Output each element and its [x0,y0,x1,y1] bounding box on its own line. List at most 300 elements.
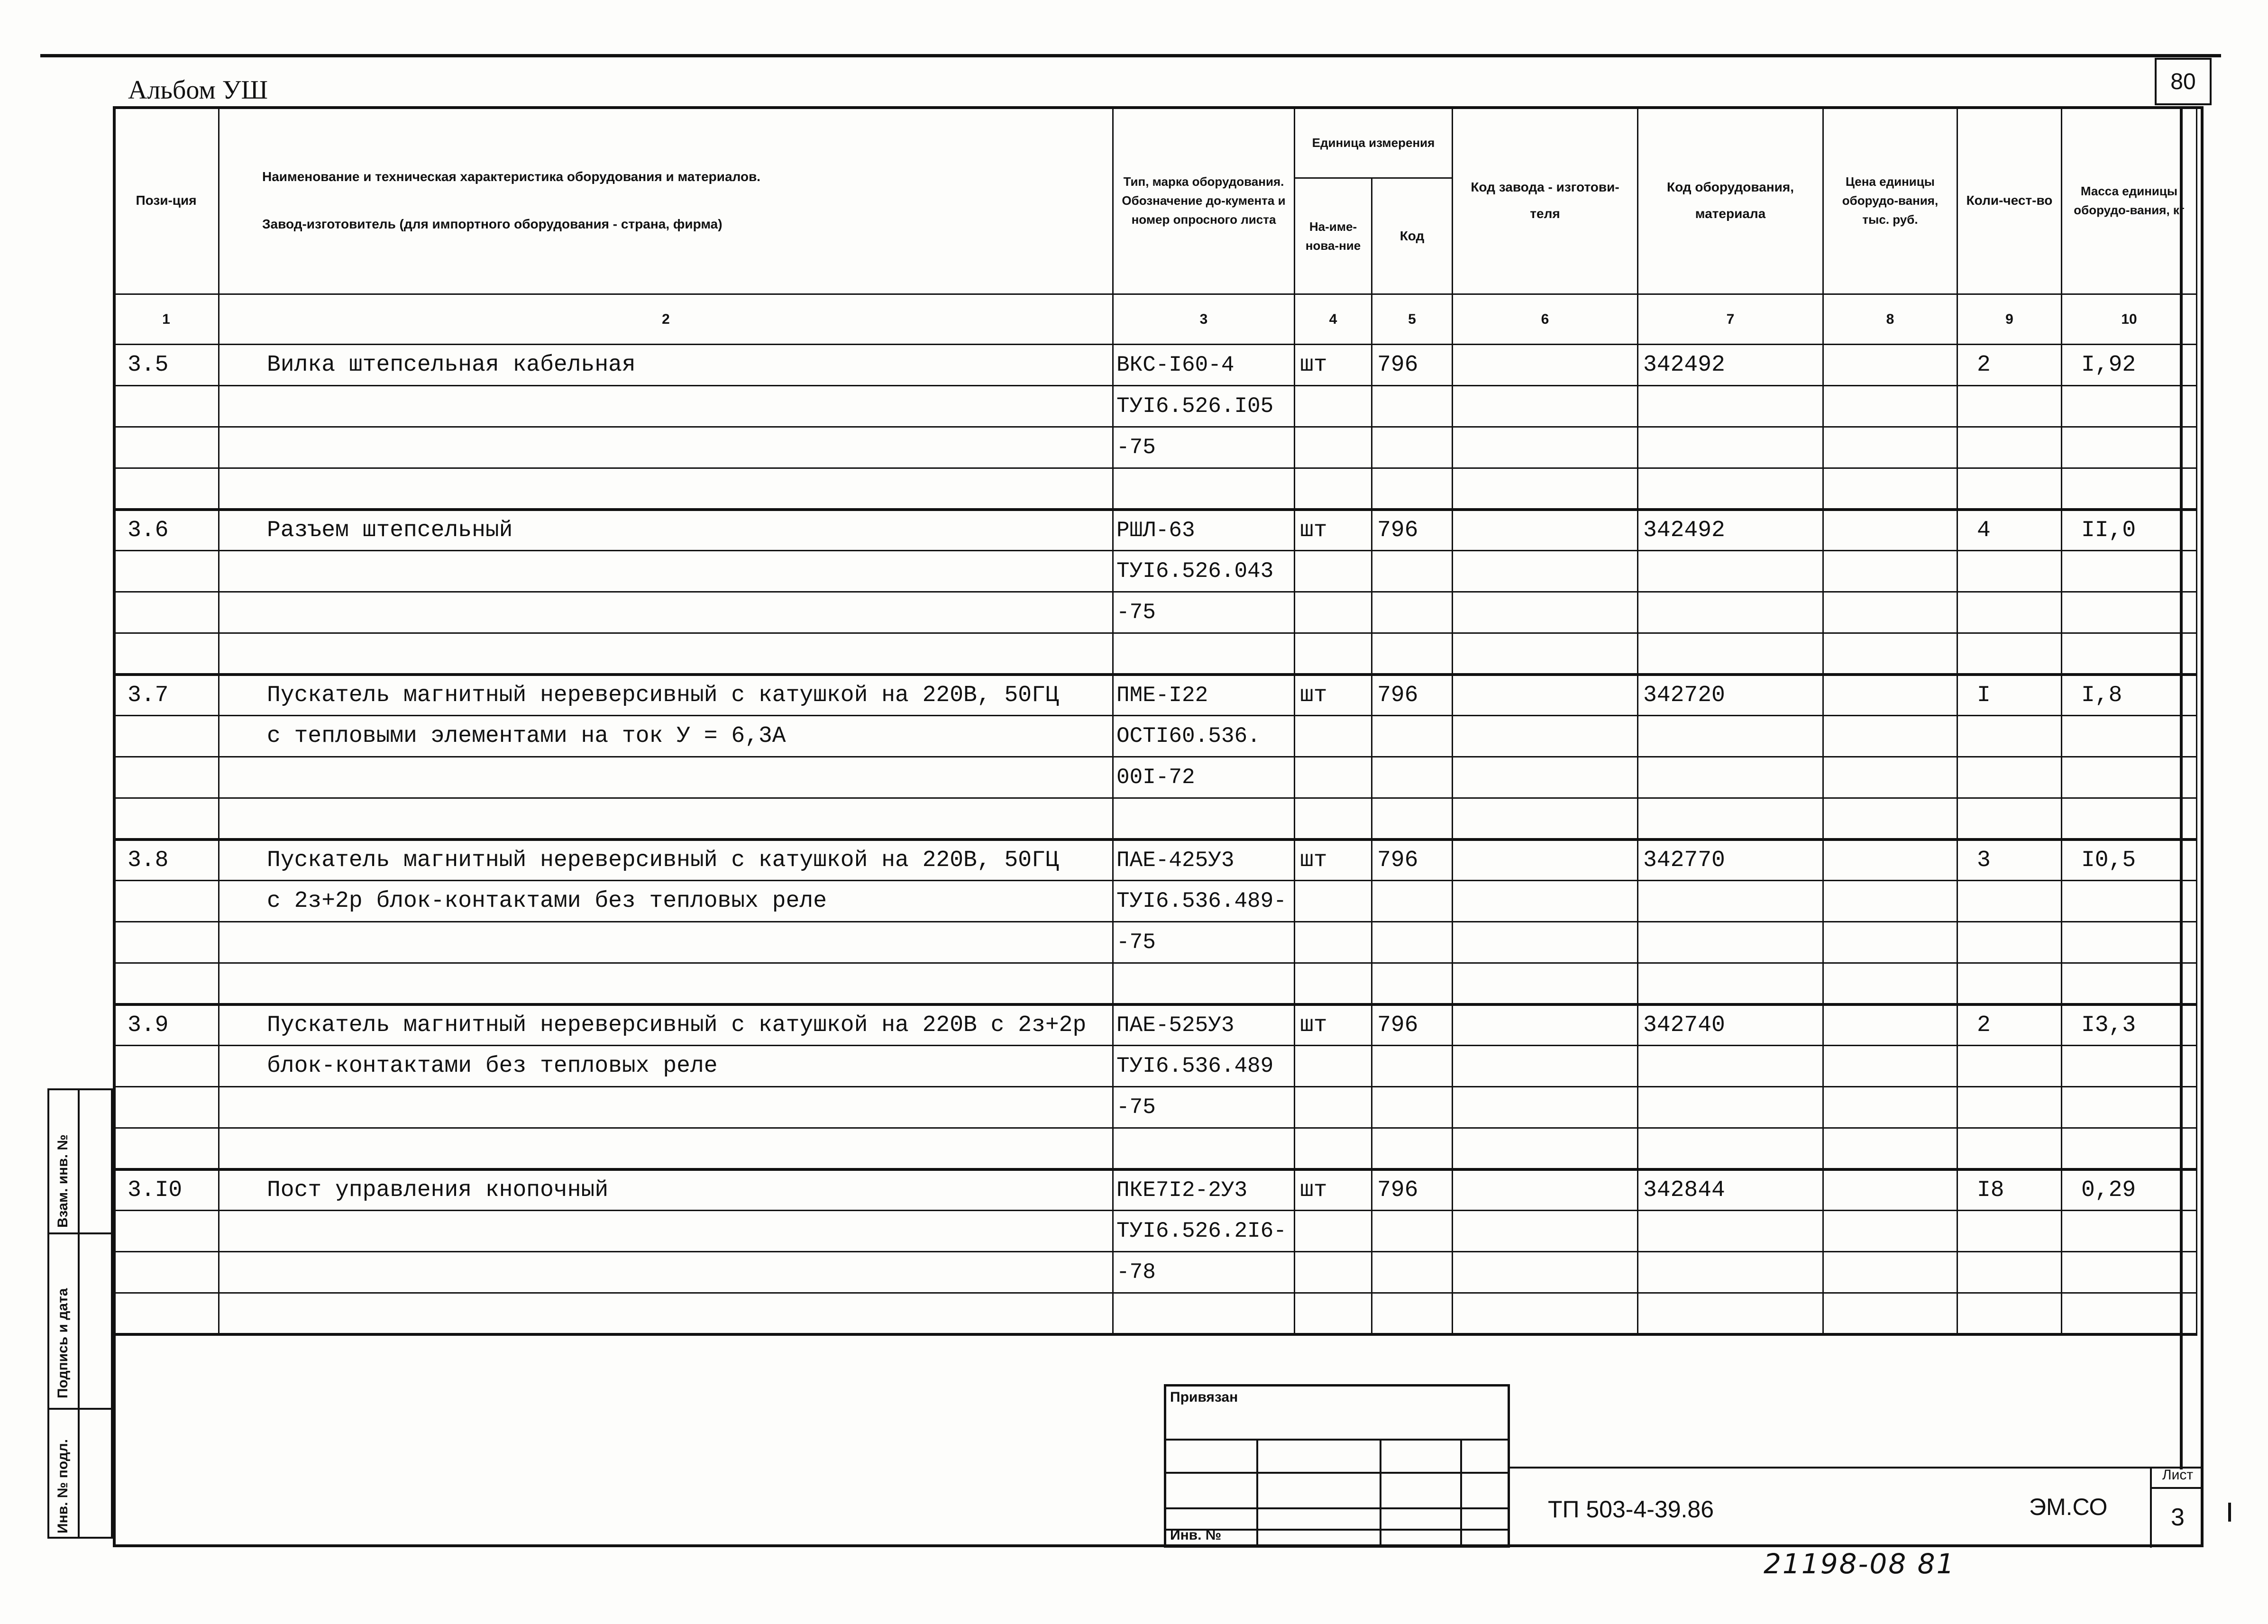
cell-unit [1295,386,1372,427]
cell-factory [1453,468,1638,510]
cell-ucode: 796 [1372,1004,1453,1046]
cell-price [1823,881,1957,922]
cell-pos [114,1211,219,1252]
table-row [114,468,2197,510]
sidebar-line [49,1408,111,1410]
col-number: 3 [1113,294,1295,345]
cell-price [1823,922,1957,963]
cell-pos [114,757,219,798]
cell-ucode [1372,716,1453,757]
col-number: 4 [1295,294,1372,345]
cell-pos [114,881,219,922]
stamp-line [1256,1439,1258,1548]
cell-pos [114,386,219,427]
col-number: 7 [1638,294,1823,345]
table-row [114,1293,2197,1334]
cell-unit [1295,551,1372,592]
cell-ucode: 796 [1372,510,1453,551]
cell-name [219,427,1113,468]
cell-type: -75 [1113,592,1295,633]
cell-ucode [1372,468,1453,510]
header-code: Код оборудования, материала [1638,107,1823,294]
cell-unit: шт [1295,1169,1372,1211]
cell-name [219,1211,1113,1252]
col-number: 6 [1453,294,1638,345]
cell-code [1638,427,1823,468]
col-number: 8 [1823,294,1957,345]
cell-qty [1957,963,2062,1004]
cell-ucode [1372,1293,1453,1334]
cell-type: -75 [1113,1087,1295,1128]
cell-pos [114,1087,219,1128]
cell-ucode [1372,633,1453,675]
cell-type: ТУI6.536.489 [1113,1046,1295,1087]
cell-ucode [1372,1087,1453,1128]
cell-ucode: 796 [1372,345,1453,386]
cell-price [1823,716,1957,757]
cell-type: ОСТI60.536. [1113,716,1295,757]
cell-type: 00I-72 [1113,757,1295,798]
cell-unit [1295,427,1372,468]
table-row [114,881,2197,922]
cell-type: ТУI6.526.2I6- [1113,1211,1295,1252]
table-row [114,1211,2197,1252]
col-number: 5 [1372,294,1453,345]
cell-mass [2062,1252,2197,1293]
cell-ucode [1372,1252,1453,1293]
cell-price [1823,551,1957,592]
cell-ucode [1372,1211,1453,1252]
cell-code [1638,633,1823,675]
sidebar-replace-label: Взам. инв. № [55,1134,71,1228]
cell-ucode [1372,1128,1453,1169]
table-row [114,757,2197,798]
cell-factory [1453,881,1638,922]
cell-mass [2062,633,2197,675]
header-name-line1: Наименование и техническая характеристика оборудования и материалов. [262,169,761,184]
table-row [114,1252,2197,1293]
table-row [114,922,2197,963]
cell-qty [1957,881,2062,922]
cell-price [1823,1293,1957,1334]
cell-pos [114,592,219,633]
cell-type: -78 [1113,1252,1295,1293]
cell-mass [2062,716,2197,757]
cell-mass [2062,757,2197,798]
header-mass: Масса единицы оборудо-вания, кг [2062,107,2197,294]
cell-code [1638,716,1823,757]
cell-unit [1295,1128,1372,1169]
cell-factory [1453,592,1638,633]
table-row [114,1046,2197,1087]
cell-mass [2062,386,2197,427]
cell-unit: шт [1295,345,1372,386]
cell-mass: 0,29 [2062,1169,2197,1211]
cell-qty [1957,922,2062,963]
cell-unit [1295,1293,1372,1334]
cell-unit: шт [1295,1004,1372,1046]
col-number: 10 [2062,294,2197,345]
cell-factory [1453,1087,1638,1128]
cell-mass [2062,798,2197,839]
col-number: 9 [1957,294,2062,345]
cell-code [1638,881,1823,922]
col-number: 1 [114,294,219,345]
cell-factory [1453,1293,1638,1334]
stamp-line [1166,1439,1508,1441]
cell-code [1638,1087,1823,1128]
cell-type: ВКС-I60-4 [1113,345,1295,386]
cell-price [1823,1169,1957,1211]
document-number: ТП 503-4-39.86 [1548,1496,1714,1523]
cell-factory [1453,510,1638,551]
cell-unit: шт [1295,510,1372,551]
stamp-line [1166,1472,1508,1474]
cell-ucode: 796 [1372,675,1453,716]
cell-type: ПМЕ-I22 [1113,675,1295,716]
cell-price [1823,798,1957,839]
cell-type: РШЛ-63 [1113,510,1295,551]
stamp-bound-label: Привязан [1170,1389,1238,1405]
table-row [114,675,2197,716]
header-pos: Пози-ция [114,107,219,294]
cell-unit [1295,1046,1372,1087]
cell-name: с тепловыми элементами на ток У = 6,3А [219,716,1113,757]
cell-qty: 2 [1957,345,2062,386]
cell-name: с 2з+2р блок-контактами без тепловых реле [219,881,1113,922]
cell-name [219,757,1113,798]
cell-code [1638,468,1823,510]
cell-pos [114,716,219,757]
cell-qty [1957,427,2062,468]
cell-qty: 3 [1957,839,2062,881]
cell-code [1638,386,1823,427]
header-name-line2: Завод-изготовитель (для импортного оборудования - страна, фирма) [262,217,722,231]
cell-price [1823,468,1957,510]
cell-name: блок-контактами без тепловых реле [219,1046,1113,1087]
cell-price [1823,675,1957,716]
cell-type: ПАЕ-525У3 [1113,1004,1295,1046]
cell-qty [1957,1293,2062,1334]
cell-type: ПАЕ-425У3 [1113,839,1295,881]
cell-pos [114,1046,219,1087]
header-price: Цена единицы оборудо-вания, тыс. руб. [1823,107,1957,294]
cell-name [219,633,1113,675]
cell-mass: I0,5 [2062,839,2197,881]
cell-unit [1295,1211,1372,1252]
cell-factory [1453,1004,1638,1046]
cell-qty [1957,592,2062,633]
cell-mass [2062,592,2197,633]
table-row [114,1087,2197,1128]
header-type: Тип, марка оборудования. Обозначение до-кумента и номер опросного листа [1113,107,1295,294]
cell-qty: I [1957,675,2062,716]
sidebar-sign-date-label: Подпись и дата [55,1288,71,1398]
cell-mass [2062,468,2197,510]
cell-mass: II,0 [2062,510,2197,551]
cell-code [1638,963,1823,1004]
cell-factory [1453,798,1638,839]
cell-qty: 2 [1957,1004,2062,1046]
cell-type [1113,468,1295,510]
stamp-line [1460,1439,1462,1548]
cell-pos [114,922,219,963]
cell-price [1823,633,1957,675]
document-code: ЭМ.СО [2029,1494,2108,1520]
cell-price [1823,1004,1957,1046]
cell-type: ПКЕ7I2-2У3 [1113,1169,1295,1211]
cell-price [1823,345,1957,386]
cell-code: 342720 [1638,675,1823,716]
sheet-box [2150,1467,2204,1548]
cell-ucode: 796 [1372,839,1453,881]
cell-ucode [1372,427,1453,468]
cell-name: Разъем штепсельный [219,510,1113,551]
cell-factory [1453,675,1638,716]
cell-unit: шт [1295,839,1372,881]
cell-qty [1957,716,2062,757]
col-number: 2 [219,294,1113,345]
cell-factory [1453,716,1638,757]
cell-ucode [1372,922,1453,963]
cell-code [1638,551,1823,592]
table-row [114,551,2197,592]
page-number: 80 [2155,58,2212,105]
cell-qty [1957,1128,2062,1169]
cell-type [1113,1293,1295,1334]
cell-factory [1453,1128,1638,1169]
binding-stamp [1164,1384,1510,1548]
cell-unit [1295,757,1372,798]
cell-pos [114,1252,219,1293]
cell-name [219,922,1113,963]
cell-name [219,1128,1113,1169]
column-numbers-row [114,294,2197,345]
cell-factory [1453,922,1638,963]
margin-mark [2228,1503,2231,1522]
cell-ucode: 796 [1372,1169,1453,1211]
specification-table [113,106,2197,1336]
cell-mass [2062,1046,2197,1087]
cell-unit [1295,468,1372,510]
table-row [114,839,2197,881]
cell-qty [1957,633,2062,675]
cell-mass [2062,922,2197,963]
cell-factory [1453,551,1638,592]
cell-unit [1295,1087,1372,1128]
cell-code [1638,1252,1823,1293]
cell-name: Пускатель магнитный нереверсивный с катушкой на 220В, 50ГЦ [219,839,1113,881]
cell-qty [1957,1211,2062,1252]
cell-ucode [1372,963,1453,1004]
header-qty: Коли-чест-во [1957,107,2062,294]
cell-name [219,468,1113,510]
cell-price [1823,1087,1957,1128]
handwritten-note: 21198-08 81 [1764,1548,1956,1580]
cell-mass [2062,1128,2197,1169]
cell-qty [1957,468,2062,510]
sheet-number: 3 [2171,1504,2185,1531]
cell-mass: I,92 [2062,345,2197,386]
cell-name [219,1087,1113,1128]
cell-unit [1295,716,1372,757]
cell-type: -75 [1113,427,1295,468]
cell-pos: 3.8 [114,839,219,881]
cell-factory [1453,345,1638,386]
cell-name [219,592,1113,633]
cell-mass [2062,1087,2197,1128]
table-row [114,798,2197,839]
cell-mass [2062,1211,2197,1252]
cell-qty [1957,1087,2062,1128]
cell-pos [114,1128,219,1169]
header-factory: Код завода - изготови-теля [1453,107,1638,294]
cell-unit: шт [1295,675,1372,716]
cell-qty [1957,798,2062,839]
cell-price [1823,839,1957,881]
album-title: Альбом УШ [128,75,268,105]
cell-qty: I8 [1957,1169,2062,1211]
cell-mass [2062,1293,2197,1334]
cell-code [1638,1128,1823,1169]
cell-type [1113,963,1295,1004]
cell-unit [1295,592,1372,633]
cell-price [1823,1252,1957,1293]
cell-qty [1957,551,2062,592]
top-rule [40,54,2221,57]
cell-code [1638,798,1823,839]
cell-ucode [1372,551,1453,592]
table-row [114,633,2197,675]
cell-code [1638,592,1823,633]
cell-pos: 3.I0 [114,1169,219,1211]
cell-ucode [1372,1046,1453,1087]
cell-code [1638,1293,1823,1334]
cell-factory [1453,963,1638,1004]
title-block-line [1510,1467,2204,1469]
stamp-inv-label: Инв. № [1170,1527,1222,1543]
cell-qty: 4 [1957,510,2062,551]
header-unit-name: На-име-нова-ние [1295,178,1372,294]
cell-pos [114,798,219,839]
cell-type [1113,1128,1295,1169]
cell-code: 342770 [1638,839,1823,881]
sidebar-inv-label: Инв. № подл. [55,1439,71,1533]
cell-pos: 3.6 [114,510,219,551]
cell-code [1638,922,1823,963]
cell-name: Пускатель магнитный нереверсивный с катушкой на 220В с 2з+2р [219,1004,1113,1046]
cell-price [1823,427,1957,468]
cell-price [1823,386,1957,427]
table-row [114,716,2197,757]
cell-name [219,386,1113,427]
approval-sidebar [47,1088,113,1539]
cell-unit [1295,1252,1372,1293]
cell-name [219,551,1113,592]
cell-unit [1295,798,1372,839]
sidebar-line [78,1090,80,1537]
cell-code: 342492 [1638,345,1823,386]
cell-pos [114,1293,219,1334]
cell-name [219,963,1113,1004]
table-row [114,1004,2197,1046]
cell-ucode [1372,386,1453,427]
cell-mass [2062,427,2197,468]
cell-price [1823,1211,1957,1252]
cell-unit [1295,633,1372,675]
cell-unit [1295,881,1372,922]
cell-pos [114,468,219,510]
cell-code [1638,1046,1823,1087]
table-row [114,592,2197,633]
sheet-label: Лист [2152,1467,2204,1489]
cell-factory [1453,386,1638,427]
cell-price [1823,963,1957,1004]
cell-pos: 3.5 [114,345,219,386]
cell-name: Вилка штепсельная кабельная [219,345,1113,386]
cell-ucode [1372,592,1453,633]
stamp-line [1166,1507,1508,1509]
table-row [114,963,2197,1004]
cell-qty [1957,386,2062,427]
cell-code [1638,1211,1823,1252]
cell-name [219,1293,1113,1334]
cell-type: -75 [1113,922,1295,963]
table-row [114,1169,2197,1211]
cell-factory [1453,757,1638,798]
cell-qty [1957,1046,2062,1087]
stamp-line [1380,1439,1381,1548]
cell-pos: 3.7 [114,675,219,716]
cell-pos [114,551,219,592]
cell-name: Пускатель магнитный нереверсивный с катушкой на 220В, 50ГЦ [219,675,1113,716]
cell-qty [1957,757,2062,798]
cell-factory [1453,427,1638,468]
header-unit: Единица измерения [1295,107,1453,178]
cell-type: ТУI6.526.I05 [1113,386,1295,427]
cell-name [219,798,1113,839]
cell-factory [1453,1252,1638,1293]
cell-price [1823,1128,1957,1169]
cell-pos [114,427,219,468]
header-name [219,107,1113,294]
cell-qty [1957,1252,2062,1293]
cell-name [219,1252,1113,1293]
cell-price [1823,510,1957,551]
table-row [114,345,2197,386]
cell-price [1823,592,1957,633]
cell-type: ТУI6.526.043 [1113,551,1295,592]
sidebar-line [49,1232,111,1234]
cell-pos [114,633,219,675]
table-row [114,427,2197,468]
cell-type: ТУI6.536.489- [1113,881,1295,922]
cell-mass [2062,551,2197,592]
cell-price [1823,1046,1957,1087]
cell-mass [2062,881,2197,922]
cell-mass: I,8 [2062,675,2197,716]
cell-factory [1453,1169,1638,1211]
cell-unit [1295,922,1372,963]
header-unit-code: Код [1372,178,1453,294]
table-row [114,510,2197,551]
cell-pos [114,963,219,1004]
cell-code: 342492 [1638,510,1823,551]
cell-factory [1453,839,1638,881]
cell-ucode [1372,881,1453,922]
cell-code: 342740 [1638,1004,1823,1046]
cell-type [1113,798,1295,839]
